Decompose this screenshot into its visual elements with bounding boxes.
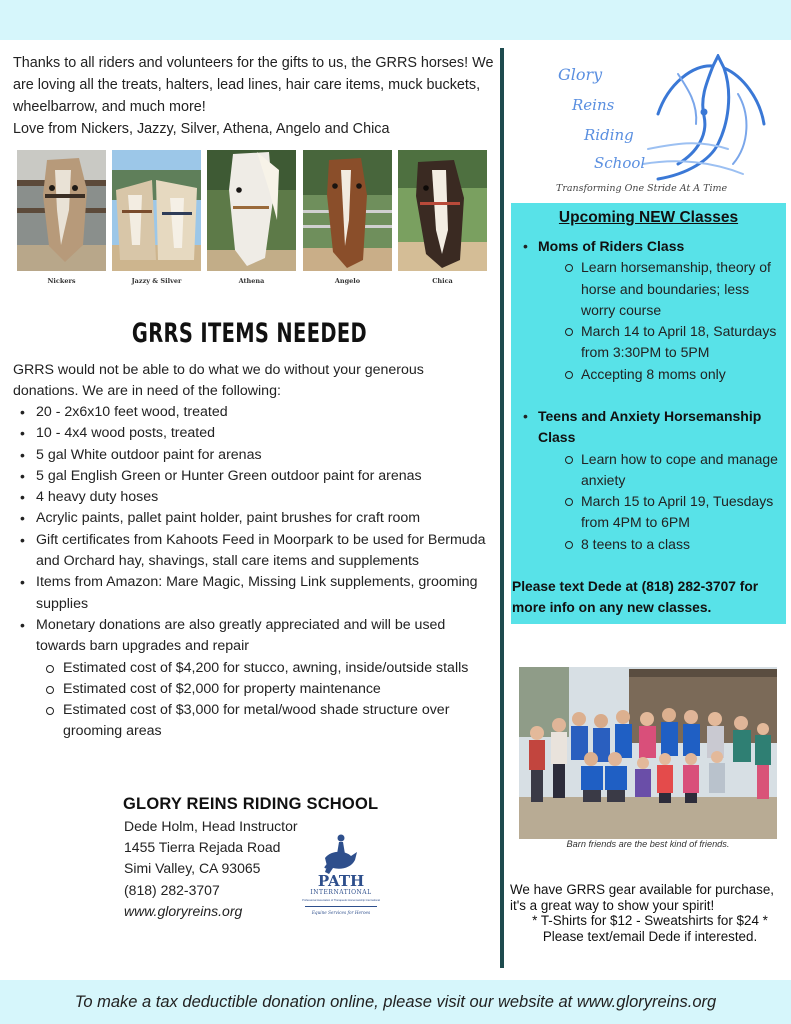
upcoming-classes-panel bbox=[511, 203, 786, 624]
class-details bbox=[538, 257, 783, 385]
city-address: Simi Valley, CA 93065 bbox=[124, 860, 261, 877]
class-details bbox=[538, 449, 783, 555]
list-item: • Acrylic paints, pallet paint holder, paint brushes for craft room bbox=[18, 508, 498, 529]
path-logo-sub: INTERNATIONAL bbox=[310, 889, 372, 896]
list-item: • Items from Amazon: Mare Magic, Missing Link supplements, grooming supplies bbox=[18, 572, 498, 615]
horse-photo-chica bbox=[398, 150, 487, 271]
phone-number: (818) 282-3707 bbox=[124, 881, 220, 898]
photo-caption: Barn friends are the best kind of friends. bbox=[566, 839, 730, 849]
cost-estimates-list bbox=[36, 658, 498, 743]
class-detail: Accepting 8 moms only bbox=[538, 364, 783, 385]
class-title: Teens and Anxiety Horsemanship Class bbox=[538, 408, 762, 446]
logo-word-riding: Riding bbox=[584, 126, 634, 144]
gear-for-sale bbox=[510, 882, 790, 944]
path-international-logo bbox=[295, 828, 387, 920]
glory-reins-logo bbox=[528, 54, 768, 200]
monetary-donations-text: Monetary donations are also greatly appreciated and will be used towards barn upgrades and repair bbox=[36, 616, 446, 655]
thanks-message bbox=[13, 52, 495, 140]
logo-word-school: School bbox=[594, 154, 646, 172]
cost-item: Estimated cost of $3,000 for metal/wood shade structure over grooming areas bbox=[36, 700, 498, 743]
horse-name-athena: Athena bbox=[238, 277, 265, 285]
instructor-name: Dede Holm, Head Instructor bbox=[124, 818, 298, 834]
list-item: • Gift certificates from Kahoots Feed in Moorpark to be used for Bermuda and Orchard hay, shavings, stall care items and supplements bbox=[18, 530, 498, 573]
logo-tagline: Transforming One Stride At A Time bbox=[556, 183, 728, 194]
horse-photo-jazzy-silver bbox=[112, 150, 201, 271]
cost-item: Estimated cost of $2,000 for property maintenance bbox=[36, 679, 498, 700]
class-detail: Learn how to cope and manage anxiety bbox=[538, 449, 783, 492]
class-detail: Learn horsemanship, theory of horse and boundaries; less worry course bbox=[538, 257, 783, 321]
list-item: • 5 gal English Green or Hunter Green outdoor paint for arenas bbox=[18, 466, 498, 487]
horse-head-icon bbox=[643, 56, 764, 179]
barn-friends-photo bbox=[519, 667, 777, 839]
path-logo-desc: Professional Association of Therapeutic Horsemanship International bbox=[302, 899, 380, 902]
items-needed-intro: GRRS would not be able to do what we do without your generous donations. We are in need of the following: bbox=[13, 362, 424, 399]
list-item bbox=[18, 615, 498, 743]
path-logo-name: PATH bbox=[317, 872, 365, 890]
horse-photo-athena bbox=[207, 150, 296, 271]
gear-contact: Please text/email Dede if interested. bbox=[542, 928, 758, 944]
thanks-text: Thanks to all riders and volunteers for the gifts to us, the GRRS horses! We are loving all the treats, halters, lead lines, hair care items, muck buckets, wheelbarrow, and much more! bbox=[13, 55, 494, 115]
class-title: Moms of Riders Class bbox=[538, 238, 685, 254]
contact-block bbox=[124, 816, 298, 922]
list-item: • 4 heavy duty hoses bbox=[18, 487, 498, 508]
class-teens-anxiety bbox=[521, 406, 783, 555]
gear-prices: * T-Shirts for $12 - Sweatshirts for $24 * bbox=[532, 913, 768, 929]
path-logo-tagline: Equine Services for Heroes bbox=[311, 910, 371, 915]
donation-text: To make a tax deductible donation online, please visit our website at www.gloryreins.org bbox=[74, 992, 717, 1011]
website-link[interactable]: www.gloryreins.org bbox=[124, 902, 243, 919]
list-item: • 20 - 2x6x10 feet wood, treated bbox=[18, 402, 498, 423]
logo-word-reins: Reins bbox=[572, 96, 615, 114]
horse-name-jazzy-silver: Jazzy & Silver bbox=[131, 277, 182, 285]
gear-line: We have GRRS gear available for purchase, bbox=[510, 882, 774, 897]
items-needed-list bbox=[18, 402, 498, 743]
class-detail: March 15 to April 19, Tuesdays from 4PM to 6PM bbox=[538, 491, 783, 534]
school-name: GLORY REINS RIDING SCHOOL bbox=[123, 795, 379, 813]
class-moms-of-riders bbox=[521, 236, 783, 385]
class-detail: 8 teens to a class bbox=[538, 534, 783, 555]
horse-rider-icon bbox=[325, 835, 357, 875]
list-item: • 5 gal White outdoor paint for arenas bbox=[18, 445, 498, 466]
items-needed-heading: GRRS ITEMS NEEDED bbox=[131, 318, 367, 349]
horse-photo-angelo bbox=[303, 150, 392, 271]
classes-heading: Upcoming NEW Classes bbox=[558, 209, 739, 226]
donation-footer bbox=[0, 980, 791, 1024]
logo-word-glory: Glory bbox=[558, 65, 603, 84]
horse-name-angelo: Angelo bbox=[334, 277, 361, 285]
horse-name-chica: Chica bbox=[432, 277, 453, 285]
gear-line: it's a great way to show your spirit! bbox=[510, 897, 715, 913]
horse-photo-strip bbox=[17, 150, 489, 290]
column-divider bbox=[500, 48, 504, 968]
class-detail: March 14 to April 18, Saturdays from 3:30PM to 5PM bbox=[538, 321, 783, 364]
thanks-love: Love from Nickers, Jazzy, Silver, Athena, Angelo and Chica bbox=[13, 121, 390, 137]
list-item: • 10 - 4x4 wood posts, treated bbox=[18, 423, 498, 444]
horse-name-nickers: Nickers bbox=[47, 277, 76, 285]
cost-item: Estimated cost of $4,200 for stucco, awning, inside/outside stalls bbox=[36, 658, 498, 679]
horse-photo-nickers bbox=[17, 150, 106, 271]
classes-contact-note: Please text Dede at (818) 282-3707 for more info on any new classes. bbox=[512, 579, 759, 615]
top-band bbox=[0, 0, 791, 40]
street-address: 1455 Tierra Rejada Road bbox=[124, 839, 281, 856]
